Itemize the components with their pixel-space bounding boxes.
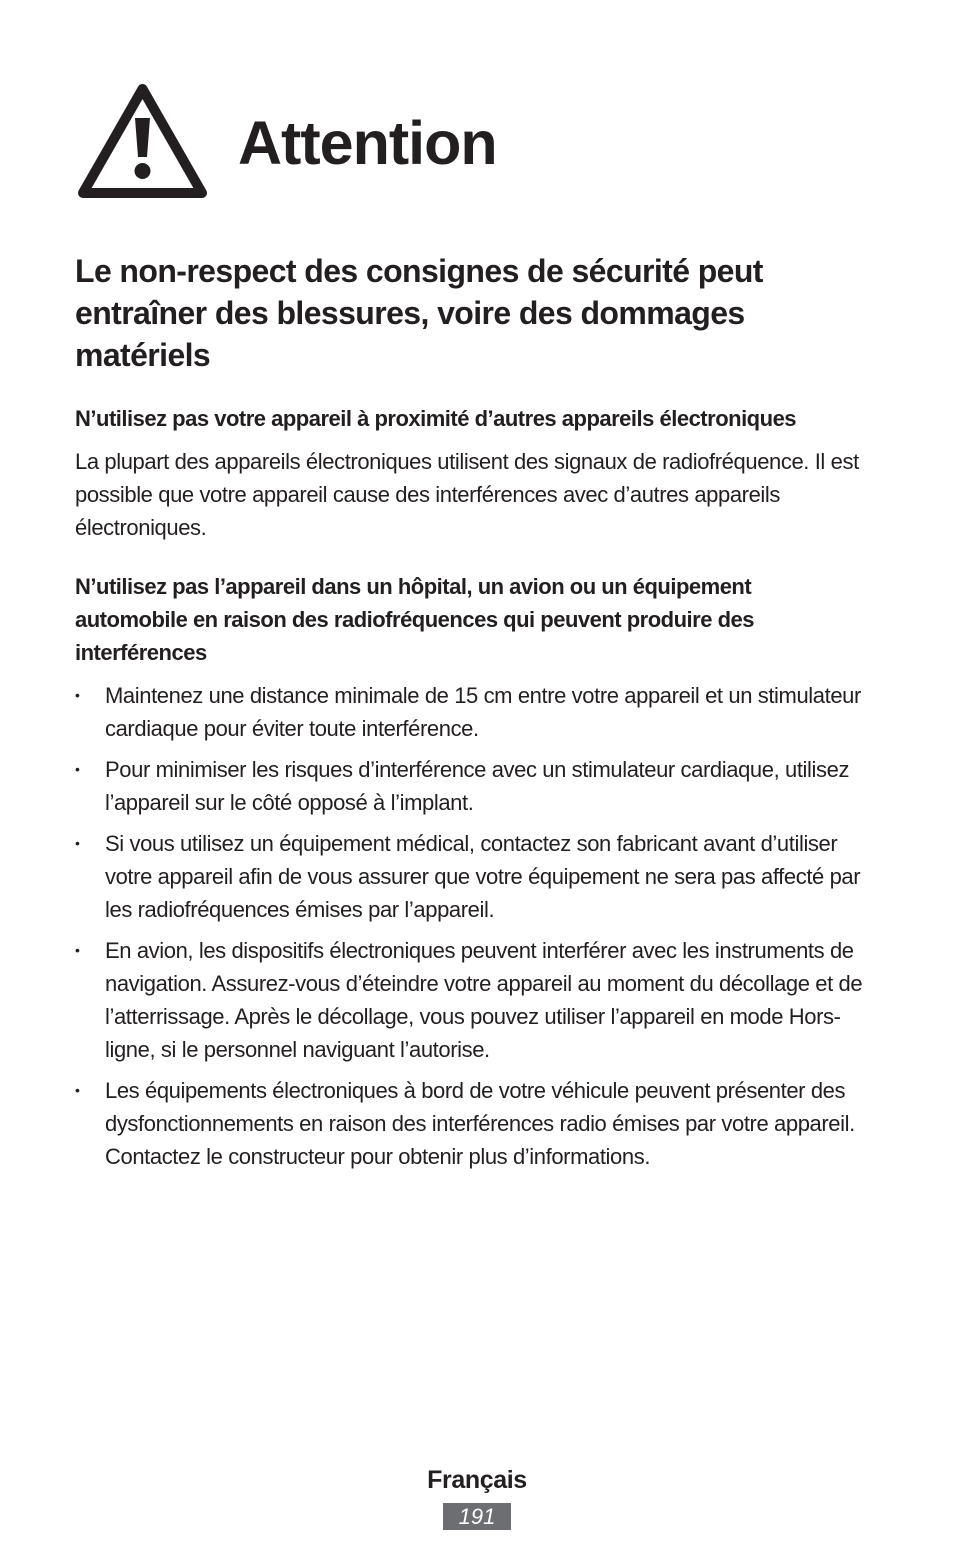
bullet-icon: • bbox=[75, 761, 80, 777]
bullet-text: Pour minimiser les risques d’interférence avec un stimulateur cardiaque, utilisez l’appareil sur le côté opposé à l’implant. bbox=[105, 757, 850, 815]
list-item bbox=[75, 753, 885, 819]
page-header bbox=[74, 80, 874, 204]
page-number-badge: 191 bbox=[443, 1503, 511, 1530]
subsection-heading-electronics: N’utilisez pas votre appareil à proximité d’autres appareils électroniques bbox=[75, 406, 797, 431]
bullet-text: En avion, les dispositifs électroniques peuvent interférer avec les instruments de navigation. Assurez-vous d’éteindre votre appareil au moment du décollage et de l’atterrissage. Après le décollage, vous pouvez utiliser l’appareil en mode Hors-ligne, si le personnel naviguant l’autorise. bbox=[105, 938, 863, 1062]
list-item bbox=[75, 1074, 885, 1173]
list-item bbox=[75, 679, 885, 745]
bullet-text: Les équipements électroniques à bord de votre véhicule peuvent présenter des dysfonctionnements en raison des interférences radio émises par votre appareil. Contactez le constructeur pour obtenir plus d’informations. bbox=[105, 1078, 855, 1169]
footer-language: Français bbox=[427, 1466, 527, 1494]
subsection-heading-hospital: N’utilisez pas l’appareil dans un hôpital, un avion ou un équipement automobile en raison des radiofréquences qui peuvent produire des interférences bbox=[75, 574, 754, 665]
bullet-icon: • bbox=[75, 1082, 80, 1098]
subsection-body-electronics: La plupart des appareils électroniques utilisent des signaux de radiofréquence. Il est possible que votre appareil cause des interférences avec d’autres appareils électroniques. bbox=[75, 449, 859, 540]
bullet-text: Maintenez une distance minimale de 15 cm entre votre appareil et un stimulateur cardiaque pour éviter toute interférence. bbox=[105, 683, 861, 741]
bullet-icon: • bbox=[75, 942, 80, 958]
bullet-icon: • bbox=[75, 835, 80, 851]
list-item bbox=[75, 827, 885, 926]
list-item bbox=[75, 934, 885, 1066]
bullet-text: Si vous utilisez un équipement médical, contactez son fabricant avant d’utiliser votre appareil afin de vous assurer que votre équipement ne sera pas affecté par les radiofréquences émises par l’appareil. bbox=[105, 831, 861, 922]
page-title: Attention bbox=[238, 109, 497, 177]
main-content bbox=[75, 250, 885, 1181]
page-footer bbox=[0, 1462, 954, 1530]
section-title: Le non-respect des consignes de sécurité peut entraîner des blessures, voire des dommages matériels bbox=[75, 253, 763, 373]
bullet-icon: • bbox=[75, 687, 80, 703]
bullet-list bbox=[75, 679, 885, 1173]
warning-triangle-icon bbox=[74, 80, 211, 202]
